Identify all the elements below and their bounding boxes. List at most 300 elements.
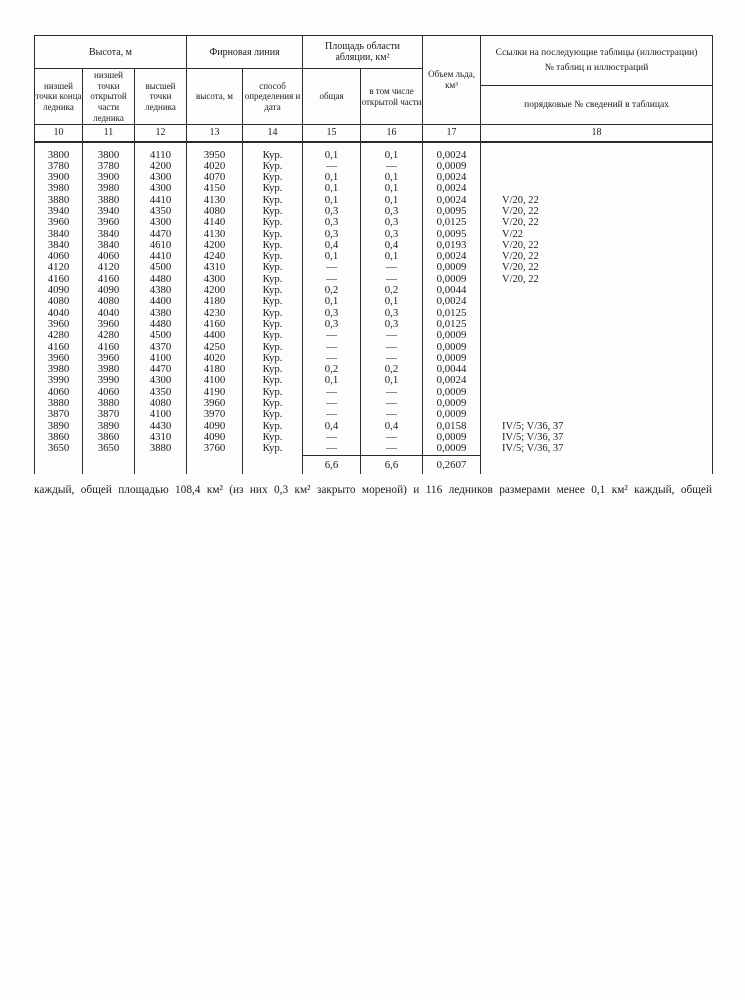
table-cell: 4040 <box>35 308 83 319</box>
col-group-ablation-area: Площадь области абляции, км² <box>303 36 423 69</box>
column-number: 18 <box>481 125 713 142</box>
table-cell: 0,1 <box>361 251 423 262</box>
table-cell: 0,1 <box>361 142 423 161</box>
table-cell: 4160 <box>83 342 135 353</box>
table-cell <box>187 455 243 474</box>
table-cell: 3840 <box>83 240 135 251</box>
table-cell <box>481 330 713 341</box>
col-group-height: Высота, м <box>35 36 187 69</box>
table-cell: 3900 <box>83 172 135 183</box>
table-cell: 0,0095 <box>423 229 481 240</box>
table-cell <box>481 183 713 194</box>
table-cell: 4060 <box>83 387 135 398</box>
table-row <box>35 308 713 319</box>
references-title: Ссылки на последующие таблицы (иллюстрации) <box>495 48 698 59</box>
table-cell: Кур. <box>243 409 303 420</box>
table-row <box>35 183 713 194</box>
table-cell: 0,4 <box>303 421 361 432</box>
table-row <box>35 274 713 285</box>
table-cell: 3960 <box>83 217 135 228</box>
table-row <box>35 285 713 296</box>
table-cell: 3840 <box>35 240 83 251</box>
table-cell: 0,4 <box>303 240 361 251</box>
table-cell: 0,0009 <box>423 330 481 341</box>
table-cell: 4400 <box>187 330 243 341</box>
table-cell: 4300 <box>187 274 243 285</box>
table-cell <box>481 161 713 172</box>
table-cell: 4380 <box>135 308 187 319</box>
table-cell: 0,0024 <box>423 172 481 183</box>
table-cell: 3880 <box>35 195 83 206</box>
references-note: порядковые № сведений в таблицах <box>524 100 669 110</box>
column-number: 13 <box>187 125 243 142</box>
table-cell: 3870 <box>35 409 83 420</box>
subheader-open-part-area: в том числе открытой части <box>361 69 423 125</box>
table-cell: 0,1 <box>303 183 361 194</box>
references-subtitle: № таблиц и иллюстраций <box>544 62 649 73</box>
table-cell: Кур. <box>243 364 303 375</box>
table-cell: 4180 <box>187 296 243 307</box>
table-total-row <box>35 455 713 474</box>
table-cell: 3650 <box>35 443 83 455</box>
table-cell <box>481 308 713 319</box>
table-cell: 3960 <box>35 319 83 330</box>
table-cell: — <box>361 330 423 341</box>
table-cell <box>481 455 713 474</box>
table-cell: — <box>303 353 361 364</box>
table-cell: 0,0024 <box>423 375 481 386</box>
table-cell: 3880 <box>83 195 135 206</box>
table-cell: 4110 <box>135 142 187 161</box>
subheader-highest-point: высшей точки ледника <box>135 69 187 125</box>
table-row <box>35 262 713 273</box>
table-cell: Кур. <box>243 432 303 443</box>
table-cell: 0,1 <box>303 375 361 386</box>
table-cell: — <box>361 443 423 455</box>
table-cell: 0,1 <box>361 183 423 194</box>
table-cell: — <box>303 409 361 420</box>
table-cell: 3800 <box>35 142 83 161</box>
table-row <box>35 206 713 217</box>
table-row <box>35 443 713 455</box>
table-cell: 3840 <box>35 229 83 240</box>
table-cell: V/20, 22 <box>481 195 713 206</box>
table-row <box>35 172 713 183</box>
table-cell: Кур. <box>243 142 303 161</box>
table-cell: 3980 <box>83 183 135 194</box>
table-cell: 0,0158 <box>423 421 481 432</box>
col-header-ice-volume: Объем льда, км³ <box>423 36 481 125</box>
table-cell: 3960 <box>187 398 243 409</box>
table-cell: 0,0009 <box>423 353 481 364</box>
table-cell: 4300 <box>135 172 187 183</box>
table-row <box>35 142 713 161</box>
table-cell: — <box>361 409 423 420</box>
table-cell: 4140 <box>187 217 243 228</box>
table-cell: 3880 <box>83 398 135 409</box>
table-cell: — <box>303 387 361 398</box>
table-cell: 4080 <box>187 206 243 217</box>
table-row <box>35 398 713 409</box>
table-cell: V/20, 22 <box>481 217 713 228</box>
table-cell <box>481 375 713 386</box>
table-cell: 4100 <box>135 353 187 364</box>
table-cell: 3870 <box>83 409 135 420</box>
table-cell: 0,2607 <box>423 455 481 474</box>
column-number: 14 <box>243 125 303 142</box>
table-cell: 0,2 <box>361 364 423 375</box>
table-cell: 4120 <box>83 262 135 273</box>
table-cell: 4350 <box>135 387 187 398</box>
table-cell: 4080 <box>35 296 83 307</box>
table-cell <box>481 353 713 364</box>
table-cell: — <box>361 387 423 398</box>
table-cell: 4090 <box>187 421 243 432</box>
table-cell: 0,0024 <box>423 251 481 262</box>
table-cell: 0,0044 <box>423 364 481 375</box>
table-cell: Кур. <box>243 296 303 307</box>
table-cell: — <box>361 353 423 364</box>
table-cell: IV/5; V/36, 37 <box>481 421 713 432</box>
table-cell: 0,2 <box>361 285 423 296</box>
table-cell: 0,3 <box>361 308 423 319</box>
table-cell: 0,0009 <box>423 398 481 409</box>
table-cell: — <box>361 432 423 443</box>
table-cell: 4100 <box>135 409 187 420</box>
column-numbers-row <box>35 125 713 142</box>
table-cell: 4160 <box>83 274 135 285</box>
table-cell: V/20, 22 <box>481 206 713 217</box>
table-cell: 4130 <box>187 229 243 240</box>
table-cell: 4500 <box>135 262 187 273</box>
table-cell: 0,0009 <box>423 387 481 398</box>
table-cell <box>481 364 713 375</box>
table-cell: Кур. <box>243 375 303 386</box>
table-cell: 0,3 <box>303 217 361 228</box>
table-cell: Кур. <box>243 319 303 330</box>
table-cell: 4060 <box>83 251 135 262</box>
table-row <box>35 195 713 206</box>
table-row <box>35 353 713 364</box>
table-cell: 3980 <box>35 364 83 375</box>
table-cell: 4100 <box>187 375 243 386</box>
table-cell: 3780 <box>83 161 135 172</box>
table-cell: 0,0009 <box>423 443 481 455</box>
table-cell: 3960 <box>35 217 83 228</box>
table-cell <box>243 455 303 474</box>
table-cell: 0,1 <box>361 375 423 386</box>
glacier-table-body <box>35 142 713 475</box>
table-cell <box>481 398 713 409</box>
table-cell: 4410 <box>135 251 187 262</box>
table-cell: 4240 <box>187 251 243 262</box>
table-cell: V/20, 22 <box>481 274 713 285</box>
table-cell: 4350 <box>135 206 187 217</box>
table-cell: 4200 <box>135 161 187 172</box>
table-cell: 4480 <box>135 319 187 330</box>
table-cell: 4280 <box>35 330 83 341</box>
table-cell: — <box>303 398 361 409</box>
table-cell: 4300 <box>135 217 187 228</box>
table-row <box>35 342 713 353</box>
table-cell: IV/5; V/36, 37 <box>481 432 713 443</box>
table-cell <box>481 285 713 296</box>
table-cell: 0,2 <box>303 364 361 375</box>
table-cell: Кур. <box>243 161 303 172</box>
table-cell: 0,3 <box>361 319 423 330</box>
table-cell: 4160 <box>187 319 243 330</box>
table-cell: 0,0095 <box>423 206 481 217</box>
table-cell: 3900 <box>35 172 83 183</box>
table-cell: 4180 <box>187 364 243 375</box>
table-cell: 4430 <box>135 421 187 432</box>
table-cell: — <box>361 274 423 285</box>
table-cell: 4410 <box>135 195 187 206</box>
table-cell: 3890 <box>35 421 83 432</box>
column-number: 16 <box>361 125 423 142</box>
table-cell: 3800 <box>83 142 135 161</box>
table-cell: Кур. <box>243 262 303 273</box>
table-cell: 0,1 <box>303 251 361 262</box>
table-row <box>35 161 713 172</box>
table-cell: 0,0024 <box>423 195 481 206</box>
table-cell: Кур. <box>243 217 303 228</box>
table-cell: 4160 <box>35 342 83 353</box>
table-cell: 0,0125 <box>423 217 481 228</box>
table-cell: Кур. <box>243 195 303 206</box>
table-cell <box>481 319 713 330</box>
table-cell: Кур. <box>243 398 303 409</box>
column-number: 10 <box>35 125 83 142</box>
table-header <box>35 36 713 142</box>
table-cell: Кур. <box>243 443 303 455</box>
table-cell: 4300 <box>135 183 187 194</box>
table-cell: — <box>361 161 423 172</box>
table-cell: V/22 <box>481 229 713 240</box>
table-cell: 4060 <box>35 387 83 398</box>
table-cell: Кур. <box>243 285 303 296</box>
table-cell: 0,3 <box>361 206 423 217</box>
table-cell: 4160 <box>35 274 83 285</box>
table-row <box>35 364 713 375</box>
table-cell: 4040 <box>83 308 135 319</box>
table-cell: 4130 <box>187 195 243 206</box>
table-cell: 3950 <box>187 142 243 161</box>
table-cell: 3990 <box>35 375 83 386</box>
subheader-lowest-point-open-part: низшей точки открытой части ледника <box>83 69 135 125</box>
column-number: 11 <box>83 125 135 142</box>
subheader-firn-height: высота, м <box>187 69 243 125</box>
table-cell: Кур. <box>243 353 303 364</box>
table-cell: 0,0044 <box>423 285 481 296</box>
column-number: 17 <box>423 125 481 142</box>
table-cell <box>481 409 713 420</box>
table-cell: 4080 <box>135 398 187 409</box>
table-cell: 3890 <box>83 421 135 432</box>
table-cell: Кур. <box>243 330 303 341</box>
table-cell: — <box>361 342 423 353</box>
table-cell: 4280 <box>83 330 135 341</box>
table-cell: 0,3 <box>303 229 361 240</box>
table-cell: Кур. <box>243 172 303 183</box>
table-cell: 3960 <box>83 319 135 330</box>
col-header-references <box>481 36 713 125</box>
table-cell: 3840 <box>83 229 135 240</box>
col-group-firn-line: Фирновая линия <box>187 36 303 69</box>
subheader-total-area: общая <box>303 69 361 125</box>
table-row <box>35 296 713 307</box>
table-cell: 0,3 <box>361 229 423 240</box>
table-row <box>35 251 713 262</box>
table-cell: 6,6 <box>361 455 423 474</box>
table-cell: 0,1 <box>303 142 361 161</box>
table-cell: 0,1 <box>303 172 361 183</box>
table-cell: 3880 <box>35 398 83 409</box>
table-cell: 4090 <box>35 285 83 296</box>
table-cell: Кур. <box>243 206 303 217</box>
table-cell: 3990 <box>83 375 135 386</box>
table-cell: Кур. <box>243 274 303 285</box>
table-cell: IV/5; V/36, 37 <box>481 443 713 455</box>
table-cell: 0,0009 <box>423 409 481 420</box>
table-cell: Кур. <box>243 229 303 240</box>
table-cell: 3960 <box>35 353 83 364</box>
glacier-catalog-table <box>34 35 713 474</box>
table-row <box>35 375 713 386</box>
table-cell: 0,3 <box>361 217 423 228</box>
column-number: 12 <box>135 125 187 142</box>
table-cell: Кур. <box>243 421 303 432</box>
table-cell: Кур. <box>243 342 303 353</box>
table-cell: — <box>361 262 423 273</box>
table-cell: 4470 <box>135 229 187 240</box>
table-cell: 6,6 <box>303 455 361 474</box>
table-cell: 4310 <box>135 432 187 443</box>
table-cell: 4070 <box>187 172 243 183</box>
table-cell: V/20, 22 <box>481 251 713 262</box>
column-number: 15 <box>303 125 361 142</box>
table-cell: — <box>303 262 361 273</box>
table-cell: Кур. <box>243 308 303 319</box>
table-cell: 0,0193 <box>423 240 481 251</box>
table-cell: 3980 <box>35 183 83 194</box>
table-cell: 0,0009 <box>423 262 481 273</box>
table-cell: 4470 <box>135 364 187 375</box>
table-cell: 0,0024 <box>423 183 481 194</box>
table-cell: 3940 <box>35 206 83 217</box>
table-cell: 0,3 <box>303 308 361 319</box>
table-cell: — <box>303 342 361 353</box>
table-cell: 0,4 <box>361 240 423 251</box>
table-cell: 3970 <box>187 409 243 420</box>
table-cell: 0,0009 <box>423 161 481 172</box>
table-cell: 3860 <box>35 432 83 443</box>
table-cell: Кур. <box>243 387 303 398</box>
table-cell: 0,3 <box>303 319 361 330</box>
table-cell: 4150 <box>187 183 243 194</box>
table-row <box>35 330 713 341</box>
table-cell: — <box>303 443 361 455</box>
table-cell: 0,0125 <box>423 319 481 330</box>
references-header-block <box>481 36 712 86</box>
table-cell <box>135 455 187 474</box>
table-cell: — <box>303 161 361 172</box>
table-cell: 4480 <box>135 274 187 285</box>
table-cell: 4080 <box>83 296 135 307</box>
table-cell <box>481 342 713 353</box>
table-cell: 0,0009 <box>423 342 481 353</box>
table-cell: 0,0024 <box>423 142 481 161</box>
table-cell: 0,0024 <box>423 296 481 307</box>
table-cell: 4200 <box>187 240 243 251</box>
table-cell: 0,0125 <box>423 308 481 319</box>
table-cell: 4200 <box>187 285 243 296</box>
table-cell: 4300 <box>135 375 187 386</box>
table-cell: 4610 <box>135 240 187 251</box>
table-cell: 4500 <box>135 330 187 341</box>
table-cell: — <box>303 432 361 443</box>
subheader-determination-method: способ определения и дата <box>243 69 303 125</box>
table-cell: 0,0009 <box>423 432 481 443</box>
table-cell: 3780 <box>35 161 83 172</box>
table-cell: 4020 <box>187 353 243 364</box>
table-cell: 0,1 <box>361 172 423 183</box>
table-cell: 0,1 <box>303 195 361 206</box>
table-cell: 0,4 <box>361 421 423 432</box>
table-cell: — <box>303 330 361 341</box>
table-cell: 4090 <box>83 285 135 296</box>
table-cell: 0,1 <box>303 296 361 307</box>
table-cell: V/20, 22 <box>481 240 713 251</box>
table-row <box>35 217 713 228</box>
table-cell: 4400 <box>135 296 187 307</box>
table-cell: 0,1 <box>361 296 423 307</box>
table-cell <box>481 296 713 307</box>
table-row <box>35 421 713 432</box>
footer-paragraph: каждый, общей площадью 108,4 км² (из них 0,3 км² закрыто мореной) и 116 ледников размерами менее 0,1 км² каждый, общей <box>34 484 712 496</box>
table-cell: V/20, 22 <box>481 262 713 273</box>
table-cell: 4230 <box>187 308 243 319</box>
table-cell <box>35 455 83 474</box>
table-cell: Кур. <box>243 251 303 262</box>
group-header-row <box>35 36 713 69</box>
table-cell: 4090 <box>187 432 243 443</box>
table-cell: 0,3 <box>303 206 361 217</box>
table-row <box>35 432 713 443</box>
table-cell: 4060 <box>35 251 83 262</box>
table-cell: 4120 <box>35 262 83 273</box>
table-cell: 3760 <box>187 443 243 455</box>
table-cell: — <box>361 398 423 409</box>
table-cell: 3650 <box>83 443 135 455</box>
table-cell: 4020 <box>187 161 243 172</box>
table-cell: Кур. <box>243 183 303 194</box>
table-cell: 4370 <box>135 342 187 353</box>
table-cell: 4310 <box>187 262 243 273</box>
table-cell: — <box>303 274 361 285</box>
table-cell: 0,1 <box>361 195 423 206</box>
table-cell: 3980 <box>83 364 135 375</box>
table-cell: 3940 <box>83 206 135 217</box>
table-cell: 4250 <box>187 342 243 353</box>
table-cell: 3960 <box>83 353 135 364</box>
table-cell <box>481 387 713 398</box>
table-row <box>35 409 713 420</box>
table-cell: 0,2 <box>303 285 361 296</box>
table-cell: 3880 <box>135 443 187 455</box>
table-cell: 4190 <box>187 387 243 398</box>
table-row <box>35 387 713 398</box>
